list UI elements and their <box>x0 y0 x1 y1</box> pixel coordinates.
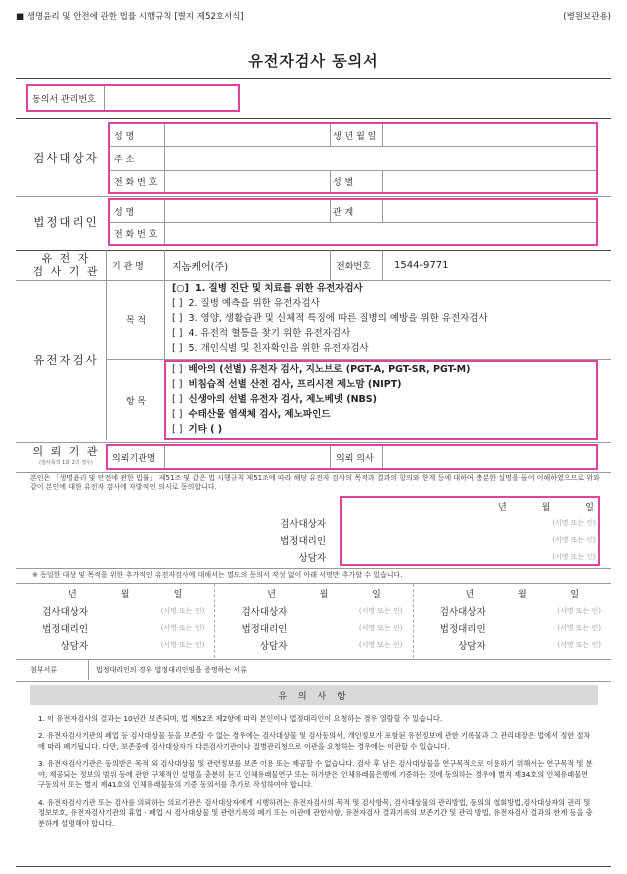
notice-banner: 유 의 사 항 <box>30 685 598 705</box>
purpose-checkbox[interactable]: [ ] <box>172 328 183 339</box>
item-option[interactable] <box>172 362 592 377</box>
column-date <box>26 584 204 602</box>
purpose-option[interactable] <box>172 326 602 341</box>
signature-field[interactable]: (서명 또는 인) <box>557 606 601 615</box>
signature-field[interactable]: (서명 또는 인) <box>160 606 205 615</box>
item-text: 수태산물 염색체 검사, 제노파인드 <box>188 409 331 420</box>
guardian-phone-label: 전 화 번 호 <box>114 230 158 240</box>
item-label: 항 목 <box>125 396 147 407</box>
month-label: 월 <box>517 589 527 600</box>
main-signers <box>200 514 596 565</box>
guardian-name-label: 성 명 <box>114 207 135 218</box>
item-option[interactable] <box>172 407 592 422</box>
requester-doctor-field[interactable] <box>384 446 596 468</box>
item-checkbox[interactable]: [ ] <box>172 379 183 390</box>
institution-phone-label: 전화번호 <box>336 261 371 272</box>
guardian-relation-field[interactable] <box>384 200 596 222</box>
item-option[interactable] <box>172 422 592 437</box>
subject-section-label: 검사대상자 <box>33 151 99 165</box>
month-label: 월 <box>120 589 130 600</box>
year-label: 년 <box>68 589 77 600</box>
signer-role: 검사대상자 <box>280 518 326 530</box>
signature-field[interactable]: (서명 또는 인) <box>358 606 403 615</box>
notice-list <box>38 714 594 836</box>
signature-field[interactable]: (서명 또는 인) <box>160 640 205 649</box>
requester-name-field[interactable] <box>166 446 328 468</box>
item-text: 배아의 (선별) 유전자 검사, 지노브로 (PGT-A, PGT-SR, PGT-M) <box>188 364 471 375</box>
mgmt-number-field[interactable] <box>106 86 238 110</box>
purpose-option[interactable] <box>172 311 602 326</box>
purpose-option[interactable] <box>172 296 602 311</box>
requester-section-label: 의 뢰 기 관 <box>32 445 100 458</box>
top-rule <box>16 78 611 79</box>
test-section-label: 유전자검사 <box>33 353 99 367</box>
year-label: 년 <box>465 589 475 600</box>
column-date <box>424 584 601 602</box>
subject-phone-label: 전 화 번 호 <box>114 178 158 188</box>
subject-phone-field[interactable] <box>166 171 328 192</box>
year-label: 년 <box>498 503 507 513</box>
item-text: 기타 ( ) <box>188 424 223 435</box>
requester-doctor-label: 의뢰 의사 <box>336 453 374 464</box>
notice-item: 3. 유전자검사기관은 동의받은 목적 외 검사대상물 및 관련정보를 보존 이용 또는 제공할 수 없습니다. 검사 후 남은 검사대상물을 연구목적으로 이용하기 위해서는 연구목적 및 분야, 제공되는 정보의 범위 등에 관한 구체적인 설명을 충분히 듣고 인체유래물연구 또는 허가받은 인체유래물은행에 기증하는 것에 동의하는 경우에 별지 제34호의 인체유래물연구동의서 또는 별지 제41호의 인체유래물등의 기증 동의서를 추가로 작성하여야 합니다. <box>38 759 593 790</box>
day-label: 일 <box>585 503 594 513</box>
requester-section <box>26 443 106 466</box>
signer-row <box>26 619 204 636</box>
consent-text: 본인은 「생명윤리 및 안전에 관한 법률」 제51조 및 같은 법 시행규칙 제51조에 따라 해당 유전자 검사의 목적과 결과의 항의와 한계 등에 대하여 충분한 설명을 들어 이해하였으므로 위와 같이 본인에 대한 유전자 검사에 자발적인 의사로 동의합니다. <box>30 474 600 492</box>
notice-item: 2. 유전자검사기관의 폐업 등 검사대상물 등을 보존할 수 없는 경우에는 검사대상물 및 검사동의서, 개인정보가 포함된 유전정보에 관한 기록물과 그 관리대장은 법에서 정한 절차에 따라 폐기됩니다. 다만, 보존중에 검사대상자가 다른검사기관이나 질병관리청으로 이관을 요청하는 경우에는 이관할 수 있습니다. <box>38 731 591 751</box>
signer-row <box>225 636 402 653</box>
extra-note: ※ 동일한 대상 및 목적을 위한 추가적인 유전자검사에 대해서는 별도의 동의서 작성 없이 아래 서명만 추가할 수 있습니다. <box>32 571 403 579</box>
signer-row <box>200 514 596 531</box>
guardian-section-label: 법정대리인 <box>33 215 99 229</box>
signer-role: 상담자 <box>60 640 88 652</box>
subject-address-label: 주 소 <box>114 155 135 165</box>
purpose-label: 목 적 <box>125 315 147 326</box>
subject-sex-label: 성 별 <box>333 178 354 188</box>
mgmt-number-label: 동의서 관리번호 <box>32 94 96 105</box>
institution-name-value: 지놈케어(주) <box>172 261 229 273</box>
item-text: 비침습적 선별 산전 검사, 프리시젼 제노맘 (NIPT) <box>188 379 402 390</box>
signature-field[interactable]: (서명 또는 인) <box>552 552 596 561</box>
column-date <box>225 584 402 602</box>
requester-name-label: 의뢰기관명 <box>112 453 156 464</box>
notice-item: 4. 유전자검사기관 또는 검사를 의뢰하는 의료기관은 검사대상자에게 시행하려는 유전자검사의 목적 및 검사항목, 검사대상물의 관리방법, 동의의 철회방법,검사대상자의 권리 및 정보보호, 유전자검사기관의 휴업 · 폐업 시 검사대상물 및 관련기록의 폐기 또는 이관에 관한사항, 유전자검사 결과기록의 보존기간 및 관리 방법, 유전자검사 결과의 한계 등을 충분하게 설명해야 합니다. <box>38 797 593 828</box>
signer-row <box>200 548 596 565</box>
signer-row <box>225 602 402 619</box>
guardian-name-field[interactable] <box>166 200 328 222</box>
item-checkbox[interactable]: [ ] <box>172 409 183 420</box>
institution-section-label: 유 전 자 검 사 기 관 <box>32 252 100 278</box>
signer-row <box>424 602 601 619</box>
subject-name-label: 성 명 <box>114 131 135 142</box>
item-checkbox[interactable]: [ ] <box>172 424 183 435</box>
purpose-checkbox[interactable]: [ ] <box>172 313 183 324</box>
institution-name-label: 기 관 명 <box>112 261 144 272</box>
purpose-checkbox[interactable]: [○] <box>172 283 189 294</box>
guardian-phone-field[interactable] <box>166 223 596 244</box>
purpose-option[interactable] <box>172 281 602 296</box>
purpose-text: 3. 영양, 생활습관 및 신체적 특징에 따른 질병의 예방을 위한 유전자검사 <box>188 313 488 324</box>
signer-role: 상담자 <box>298 552 326 564</box>
signer-role: 검사대상자 <box>439 606 486 618</box>
purpose-text: 1. 질병 진단 및 치료를 위한 유전자검사 <box>194 283 363 294</box>
purpose-checkbox[interactable]: [ ] <box>172 343 183 354</box>
purpose-text: 4. 유전적 혈통을 찾기 위한 유전자검사 <box>188 328 351 339</box>
signer-row <box>200 531 596 548</box>
signer-role: 상담자 <box>458 640 486 652</box>
day-label: 일 <box>372 589 381 600</box>
additional-signatures <box>16 584 611 658</box>
signature-field[interactable]: (서명 또는 인) <box>552 535 596 544</box>
attach-value: 법정대리인의 경우 법정대리인임을 증명하는 서류 <box>96 666 247 674</box>
signer-role: 법정대리인 <box>42 623 88 635</box>
signer-role: 법정대리인 <box>241 623 288 635</box>
signature-field[interactable]: (서명 또는 인) <box>557 640 601 649</box>
month-label: 월 <box>541 503 551 513</box>
signature-field[interactable]: (서명 또는 인) <box>557 623 601 632</box>
signer-role: 법정대리인 <box>439 623 486 635</box>
signer-role: 상담자 <box>259 640 288 652</box>
signer-role: 검사대상자 <box>42 606 88 618</box>
signer-role: 검사대상자 <box>241 606 288 618</box>
item-checkbox[interactable]: [ ] <box>172 394 183 405</box>
item-text: 신생아의 선별 유전자 검사, 제노베넷 (NBS) <box>188 394 377 405</box>
signature-field[interactable]: (서명 또는 인) <box>358 640 403 649</box>
regulation-header: ■ 생명윤리 및 안전에 관한 법률 시행규칙 [별지 제52호서식] <box>16 12 244 22</box>
signer-row <box>424 636 601 653</box>
signature-field[interactable]: (서명 또는 인) <box>160 623 205 632</box>
page-title: 유전자검사 동의서 <box>248 52 379 70</box>
signature-column <box>16 584 214 658</box>
signer-row <box>225 619 402 636</box>
day-label: 일 <box>173 589 183 600</box>
subject-address-field[interactable] <box>166 147 596 170</box>
purpose-list <box>172 281 602 356</box>
month-label: 월 <box>319 589 329 600</box>
requester-sub: (검사목적 1와 2의 경우) <box>39 460 93 466</box>
purpose-text: 2. 질병 예측을 위한 유전자검사 <box>188 298 320 309</box>
item-option[interactable] <box>172 392 592 407</box>
signer-row <box>424 619 601 636</box>
copy-label: (병원보관용) <box>563 12 611 22</box>
item-checkbox[interactable]: [ ] <box>172 364 183 375</box>
item-list <box>172 362 592 437</box>
purpose-text: 5. 개인식별 및 친자확인을 위한 유전자검사 <box>188 343 369 354</box>
signature-field[interactable]: (서명 또는 인) <box>358 623 403 632</box>
notice-item: 1. 이 유전자검사의 결과는 10년간 보존되며, 법 제52조 제2항에 따라 본인이나 법정대리인이 요청하는 경우 열람할 수 있습니다. <box>38 714 443 723</box>
signature-field[interactable]: (서명 또는 인) <box>552 518 596 527</box>
subject-sex-field[interactable] <box>384 171 596 192</box>
subject-birth-label: 생 년 월 일 <box>333 131 377 142</box>
signature-date <box>498 500 594 513</box>
subject-birth-field[interactable] <box>384 124 596 146</box>
item-option[interactable] <box>172 377 592 392</box>
purpose-option[interactable] <box>172 341 602 356</box>
signature-column <box>214 584 412 658</box>
attach-label: 첨부서류 <box>30 666 58 674</box>
institution-phone-value: 1544-9771 <box>394 259 449 271</box>
signer-row <box>26 636 204 653</box>
signer-role: 법정대리인 <box>280 535 326 547</box>
day-label: 일 <box>570 589 580 600</box>
signature-column <box>413 584 611 658</box>
signer-row <box>26 602 204 619</box>
guardian-relation-label: 관 계 <box>333 207 354 218</box>
subject-name-field[interactable] <box>166 124 328 146</box>
year-label: 년 <box>267 589 276 600</box>
purpose-checkbox[interactable]: [ ] <box>172 298 183 309</box>
